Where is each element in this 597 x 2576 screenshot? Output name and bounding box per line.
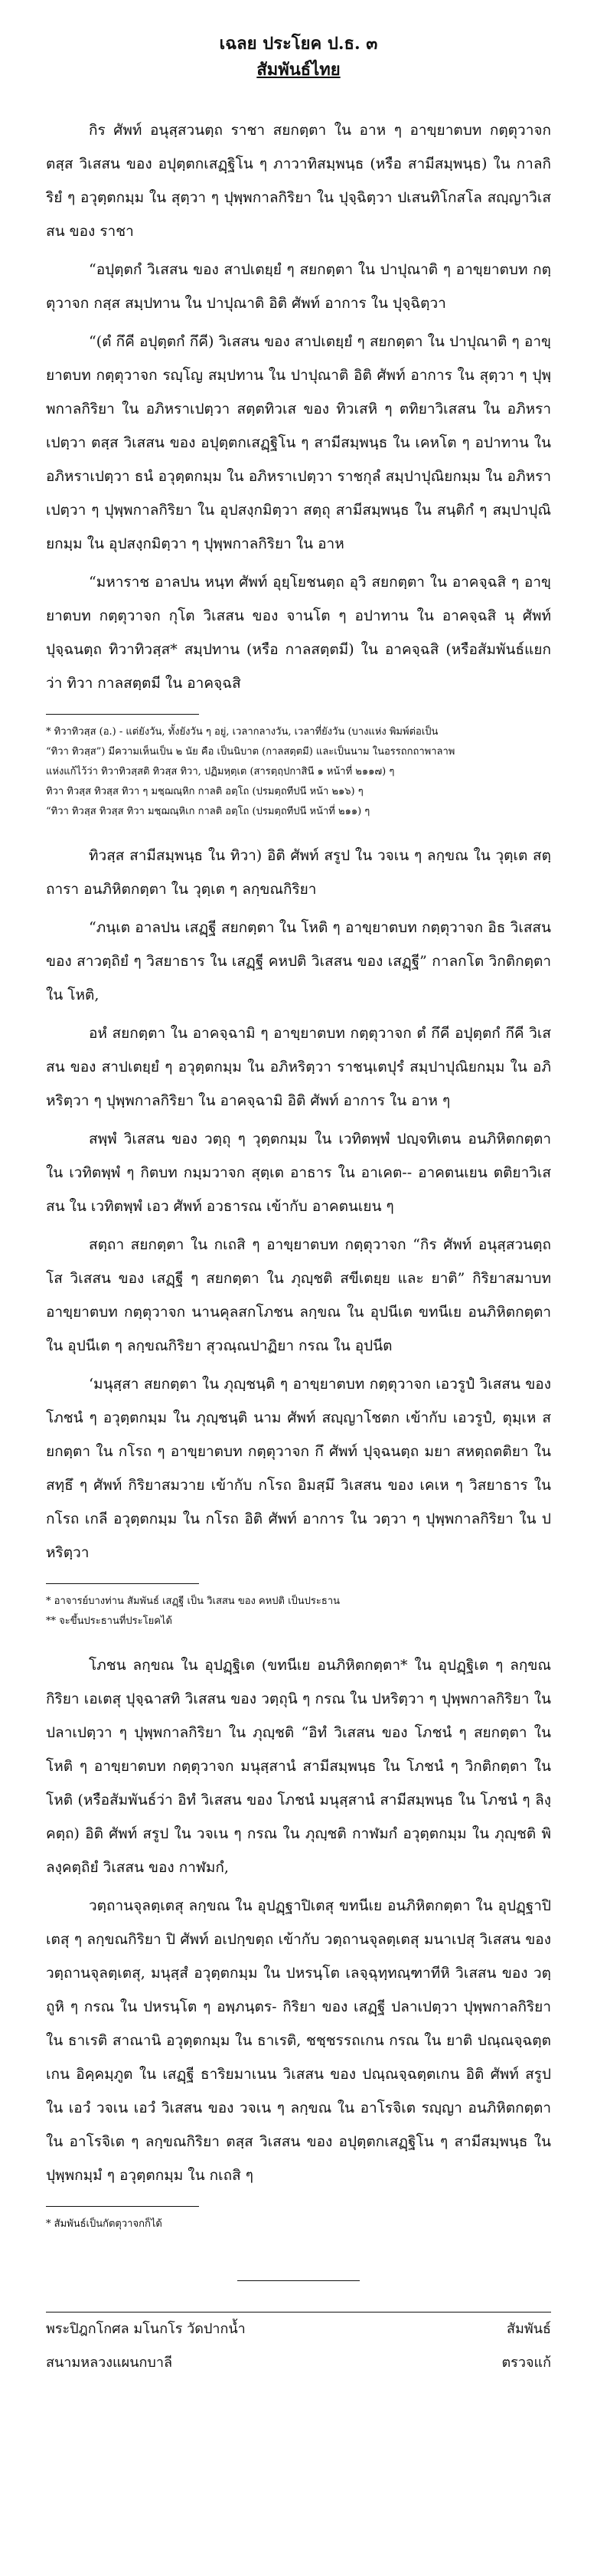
paragraph-12: วตฺถานจุลตฺเตสุ ลกฺขณ ใน อุปฏฺฐาปิเตสุ ขทนีเย อนภิหิตกตฺตา ใน อุปฏฺฐาปิเตสุ ๆ ลกฺขณกิริยา ปิ ศัพท์ อเปกฺขตฺถ เข้ากับ วตฺถานจุลตฺเตสุ มนาเปสุ วิเสสน ของ วตฺถานจุลตฺเตสุ, มนุสฺสํ อวุตฺตกมฺม ใน ปหรนฺโต เลจฺฉุทฺทณฺฑาทีหิ วิเสสน ของ วตฺถูหิ ๆ กรณ ใน ปหรนฺโต ๆ อพฺภนฺตร- กิริยา ของ เสฏฺฐี ปลาเปตฺวา ปุพฺพกาลกิริยา ใน ธาเรติ สาณานิ อวุตฺตกมฺม ใน ธาเรติ, ชชฺชรรถเกน กรณ ใน ยาติ ปณฺณจฺฉตฺตเกน อิคฺคมฺภูต ใน เสฏฺฐี ธาริยมาเนน วิเสสน ของ ปณฺณจฺฉตฺตเกน อิติ ศัพท์ สรูป ใน เอวํ วจเน เอวํ วิเสสน ของ วจเน ๆ ลกฺขณ ใน อาโรจิเต รญฺญา อนภิหิตกตฺตา ใน อาโรจิเต ๆ ลกฺขณกิริยา ตสฺส วิเสสน ของ อปุตฺตกเสฏฺฐิโน ๆ สามีสมฺพนฺธ ใน ปุพฺพกมฺมํ ๆ อวุตฺตกมฺม ใน กเถสิ ๆ	[46, 1897, 551, 2184]
footer-role-2: ตรวจแก้	[501, 2355, 551, 2371]
paragraph-6: “ภนฺเต อาลปน เสฏฺฐี สยกตฺตา ใน โหติ ๆ อาขฺยาตบท กตฺตุวาจก อิธ วิเสสน ของ สาวตฺถิยํ ๆ วิสยาธาร ใน เสฏฺฐี คหปติ วิเสสน ของ เสฏฺฐี” กาลกโต วิกติกตฺตา ใน โหติ,	[46, 919, 551, 1003]
paragraph-1: กิร ศัพท์ อนุสฺสวนตฺถ ราชา สยกตฺตา ใน อาห ๆ อาขฺยาตบท กตฺตุวาจก ตสฺส วิเสสน ของ อปุตฺตกเสฏฺฐิโน ๆ ภาวาทิสมฺพนฺธ (หรือ สามีสมฺพนฺธ) ใน กาลกิริยํ ๆ อวุตฺตกมฺม ใน สุตฺวา ๆ ปุพฺพกาลกิริยา ใน ปุจฺฉิตฺวา ปเสนทิโกสโล สญฺญาวิเสสน ของ ราชา	[46, 122, 551, 240]
footnote-divider	[46, 1583, 199, 1584]
paragraph-10: ‘มนุสฺสา สยกตฺตา ใน ภุญฺชนฺติ ๆ อาขฺยาตบท กตฺตุวาจก เอวรูปํ วิเสสน ของ โภชนํ ๆ อวุตฺตกมฺม ใน ภุญฺชนฺติ นาม ศัพท์ สญฺญาโชตก เข้ากับ เอวรูปํ, ตุมฺเห สยกตฺตา ใน กโรถ ๆ อาขฺยาตบท กตฺตุวาจก กึ ศัพท์ ปุจฺฉนตฺถ มยา สหตฺถตติยา ใน สทฺธึ ๆ ศัพท์ กิริยาสมวาย เข้ากับ กโรถ อิมสฺมึ วิเสสน ของ เคเห ๆ วิสยาธาร ใน กโรถ เกลี อวุตฺตกมฺม ใน กโรถ อิติ ศัพท์ อาการ ใน วตฺวา ๆ ปุพฺพกาลกิริยา ใน ปหริตฺวา	[46, 1376, 551, 1561]
footnote-divider	[46, 2206, 199, 2207]
paragraph-2: “อปุตฺตกํ วิเสสน ของ สาปเตยฺยํ ๆ สยกตฺตา ใน ปาปุณาติ ๆ อาขฺยาตบท กตฺตุวาจก กสฺส สมฺปทาน ใน ปาปุณาติ อิติ ศัพท์ อาการ ใน ปุจฺฉิตฺวา	[46, 261, 551, 312]
footer	[46, 2313, 551, 2380]
footnote-line: * สัมพันธ์เป็นกัตตุวาจกก็ได้	[46, 2218, 162, 2230]
footnote-block-3	[46, 2214, 551, 2234]
paragraph-7: อหํ สยกตฺตา ใน อาคจฺฉามิ ๆ อาขฺยาตบท กตฺตุวาจก ตํ กึคี อปุตฺตกํ กึคี วิเสสน ของ สาปเตยฺยํ ๆ อวุตฺตกมฺม ใน อภิหริตฺวา ราชนฺเตปุรํ สมฺปาปุณิยกมฺม ใน อภิหริตฺวา ๆ ปุพฺพกาลกิริยา ใน อาคจฺฉามิ อิติ ศัพท์ อาการ ใน อาห ๆ	[46, 1025, 551, 1109]
footnote-block-1	[46, 722, 551, 822]
footer-left	[46, 2313, 246, 2380]
footnote-line: “ทิวา ทิวสฺส”) มีความเห็นเป็น ๒ นัย คือ เป็นนิบาต (กาลสตฺตมี) และเป็นนาม ในอรรถกถาพาลาพ	[46, 746, 455, 758]
footnote-line: * ทิวาทิวสฺส (อ.) - แต่ยังวัน, ทั้งยังวัน ๆ อยู่, เวลากลางวัน, เวลาที่ยังวัน (บางแห่ง พิมพ์ต่อเป็น	[46, 726, 439, 738]
footer-office: สนามหลวงแผนกบาลี	[46, 2355, 172, 2371]
footnote-line: “ทิวา ทิวสฺส ทิวสฺส ทิวา มชฺฌณฺหิเก กาลติ อตฺโถ (ปรมตฺถทีปนี หน้าที่ ๒๑๑) ๆ	[46, 806, 370, 817]
footer-right	[501, 2313, 551, 2380]
footnote-line: ** จะขึ้นประธานที่ประโยคได้	[46, 1615, 172, 1627]
footnote-line: ทิวา ทิวสฺส ทิวสฺส ทิวา ๆ มชฺฌณฺหิก กาลติ อตฺโถ (ปรมตฺถทีปนี หน้า ๒๑๖) ๆ	[46, 786, 364, 797]
paragraph-11: โภชน ลกฺขณ ใน อุปฏฺฐิเต (ขทนีเย อนภิหิตกตฺตา* ใน อุปฏฺฐิเต ๆ ลกฺขณกิริยา เอเตสุ ปุจฺฉาสทิ วิเสสน ของ วตฺถุนิ ๆ กรณ ใน ปหริตฺวา ๆ ปุพฺพกาลกิริยา ใน ปลาเปตฺวา ๆ ปุพฺพกาลกิริยา ใน ภุญฺชติ “อิทํ วิเสสน ของ โภชนํ ๆ สยกตฺตา ใน โหติ ๆ อาขฺยาตบท กตฺตุวาจก มนุสฺสานํ สามีสมฺพนฺธ ใน โภชนํ ๆ วิกติกตฺตา ใน โหติ (หรือสัมพันธ์ว่า อิทํ วิเสสน ของ โภชนํ มนุสฺสานํ สามีสมฺพนฺธ ใน โภชนํ ๆ ลิงฺคตฺถ) อิติ ศัพท์ สรูป ใน วจเน ๆ กรณ ใน ภุญฺชติ กาฬมกํ อวุตฺตกมฺม ใน ภุญฺชติ พิลงฺคตฺถิยํ วิเสสน ของ กาฬมกํ,	[46, 1657, 551, 1876]
footer-author: พระปิฎกโกศล มโนกโร วัดปากน้ำ	[46, 2321, 246, 2337]
paragraph-3: “(ตํ กึคี อปุตฺตกํ กึคี) วิเสสน ของ สาปเตยฺยํ ๆ สยกตฺตา ใน ปาปุณาติ ๆ อาขฺยาตบท กตฺตุวาจก รญฺโญ สมฺปทาน ใน ปาปุณาติ อิติ ศัพท์ อาการ ใน สุตฺวา ๆ ปุพฺพกาลกิริยา ใน อภิหราเปตฺวา สตฺตทิวเส ของ ทิวเสหิ ๆ ตทิยาวิเสสน ใน อภิหราเปตฺวา ตสฺส วิเสสน ของ อปุตฺตกเสฏฺฐิโน ๆ สามีสมฺพนฺธ ใน เคหโต ๆ อปาทาน ใน อภิหราเปตฺวา ธนํ อวุตฺตกมฺม ใน อภิหราเปตฺวา ราชกุลํ สมฺปาปุณิยกมฺม ใน อภิหราเปตฺวา ๆ ปุพฺพกาลกิริยา ใน อุปสงฺกมิตฺวา สตฺถุ สามีสมฺพนฺธ ใน สนฺติกํ ๆ สมฺปาปุณิยกมฺม ใน อุปสงฺกมิตฺวา ๆ ปุพฺพกาลกิริยา ใน อาห	[46, 333, 551, 552]
page-subtitle: สัมพันธ์ไทย	[256, 60, 341, 80]
footnote-block-2	[46, 1592, 551, 1632]
page-title: เฉลย ประโยค ป.ธ. ๓	[219, 34, 378, 54]
paragraph-4: “มหาราช อาลปน หนฺท ศัพท์ อุยฺโยชนตฺถ อุวิ สยกตฺตา ใน อาคจฺฉสิ ๆ อาขฺยาตบท กตฺตุวาจก กุโต วิเสสน ของ จานโต ๆ อปาทาน ใน อาคจฺฉสิ นุ ศัพท์ ปุจฺฉนตฺถ ทิวาทิวสฺส* สมฺปทาน (หรือ กาลสตฺตมี) ใน อาคจฺฉสิ (หรือสัมพันธ์แยกว่า ทิวา กาลสตฺตมี ใน อาคจฺฉสิ	[46, 574, 551, 692]
paragraph-9: สตฺถา สยกตฺตา ใน กเถสิ ๆ อาขฺยาตบท กตฺตุวาจก “กิร ศัพท์ อนุสฺสวนตฺถ โส วิเสสน ของ เสฏฺฐี ๆ สยกตฺตา ใน ภุญฺชติ สขีเตยฺย และ ยาติ” กิริยาสมาบท อาขฺยาตบท กตฺตุวาจก นานคุลสกโภชน ลกฺขณ ใน อุปนีเต ขทนีเย อนภิหิตกตฺตา ใน อุปนีเต ๆ ลกฺขณกิริยา สุวณฺณปาฏิยา กรณ ใน อุปนีต	[46, 1236, 551, 1354]
section-end-rule	[237, 2280, 360, 2281]
footnote-line: * อาจารย์บางท่าน สัมพันธ์ เสฏฺฐี เป็น วิเสสน ของ คหปติ เป็นประธาน	[46, 1596, 341, 1607]
footnote-divider	[46, 714, 199, 715]
paragraph-8: สพฺพํ วิเสสน ของ วตฺถุ ๆ วุตฺตกมฺม ใน เวทิตพฺพํ ปญฺจทิเตน อนภิหิตกตฺตา ใน เวทิตพฺพํ ๆ กิตบท กมฺมวาจก สุตฺเต อาธาร ใน อาเคต-- อาคตนเยน ตติยาวิเสสน ใน เวทิตพฺพํ เอว ศัพท์ อวธารณ เข้ากับ อาคตนเยน ๆ	[46, 1131, 551, 1215]
footer-role-1: สัมพันธ์	[506, 2321, 551, 2337]
footnote-line: แห่งแก้ไว้ว่า ทิวาทิวสฺสติ ทิวสฺส ทิวา, ปฏิมหฺตฺเต (สารตฺถฺปกาสินี ๑ หน้าที่ ๒๑๑๗) ๆ	[46, 766, 395, 777]
paragraph-5: ทิวสฺส สามีสมฺพนฺธ ใน ทิวา) อิติ ศัพท์ สรูป ใน วจเน ๆ ลกฺขณ ใน วุตฺเต สตฺถารา อนภิหิตกตฺตา ใน วุตฺเต ๆ ลกฺขณกิริยา	[46, 847, 551, 898]
